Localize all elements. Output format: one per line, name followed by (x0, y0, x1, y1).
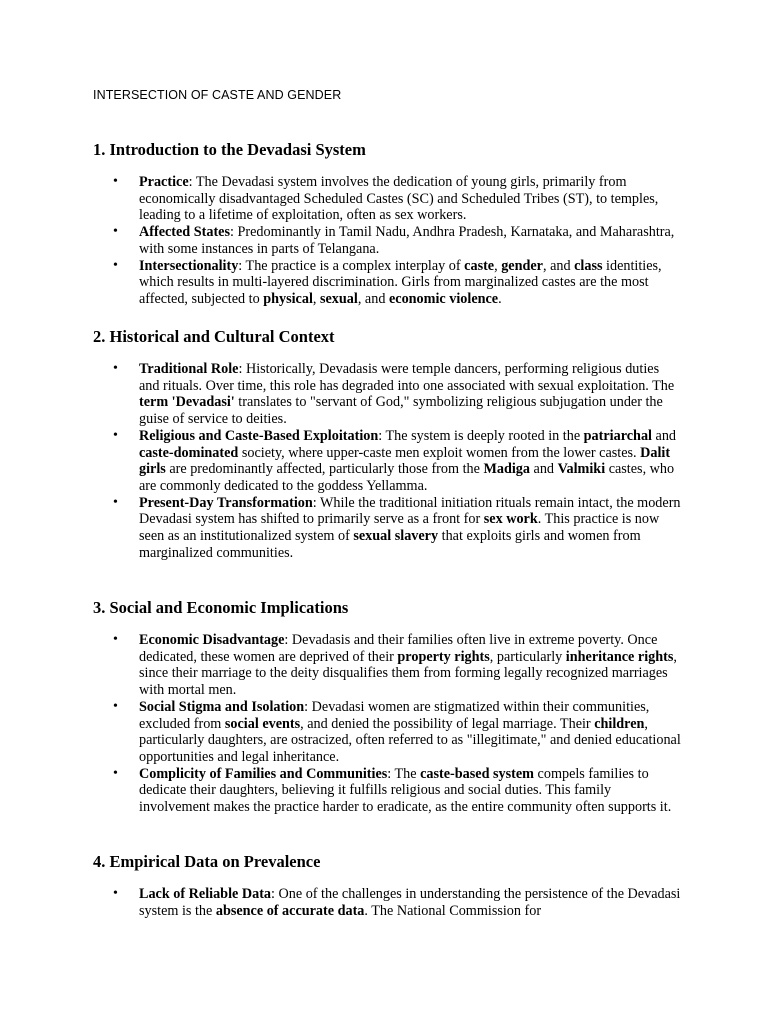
text-run: : While the traditional initiation rituals remain intact, the modern Devadasi system has shifted to primarily serve as a front for (139, 494, 681, 528)
text-run: , (494, 257, 502, 274)
list-item (93, 886, 683, 919)
section-introduction (93, 140, 683, 308)
bold-text: children (594, 715, 645, 732)
text-run: that exploits girls and women from marginalized communities. (139, 528, 641, 561)
bold-text: Dalit girls (139, 444, 671, 478)
text-run: . The National Commission for (364, 902, 542, 919)
bold-text: patriarchal (583, 427, 652, 444)
list-item (93, 428, 683, 495)
bullet-list (93, 361, 683, 561)
text-run: translates to "servant of God," symbolizing religious subjugation under the guise of service to deities. (139, 394, 663, 428)
list-item (93, 495, 683, 562)
text-run: : Historically, Devadasis were temple dancers, performing religious duties and rituals. Over time, this role has degraded into one associated with sexual exploitation. The (139, 361, 675, 394)
bold-text: absence of accurate data (215, 902, 365, 919)
bold-text: Intersectionality (139, 257, 239, 274)
section-historical-context (93, 327, 683, 561)
bullet-list (93, 174, 683, 308)
text-run: : Devadasis and their families often live in extreme poverty. Once dedicated, these women are deprived of their (139, 632, 658, 665)
bold-text: caste (464, 257, 495, 274)
section-empirical-data (93, 852, 683, 919)
bold-text: caste-dominated (139, 444, 239, 461)
bold-text: social events (224, 715, 301, 732)
text-run: , and denied the possibility of legal marriage. Their (300, 715, 595, 732)
text-run: identities, which results in multi-layered discrimination. Girls from marginalized castes are the most affected, subjected to (139, 257, 662, 307)
text-run: compels families to dedicate their daughters, believing it fulfills religious and social duties. This family involvement makes the practice harder to eradicate, as the entire community often supports it. (139, 765, 672, 816)
text-run: : Predominantly in Tamil Nadu, Andhra Pradesh, Karnataka, and Maharashtra, with some instances in parts of Telangana. (139, 224, 675, 257)
bold-text: sexual (319, 290, 358, 307)
bold-text: Madiga (483, 461, 530, 478)
text-run: , particularly daughters, are ostracized, often referred to as "illegitimate," and denied educational opportunities and legal inheritance. (139, 715, 681, 765)
text-run: : The practice is a complex interplay of (238, 257, 465, 274)
text-run: : The Devadasi system involves the dedication of young girls, primarily from economically disadvantaged Scheduled Castes (SC) and Scheduled Tribes (ST), to temples, leading to a lifetime of exploitation, often as sex workers. (139, 174, 659, 224)
list-item (93, 361, 683, 428)
bold-text: inheritance rights (565, 648, 674, 665)
bold-text: Social Stigma and Isolation (139, 698, 305, 715)
text-run: and (529, 461, 558, 478)
bold-text: Present-Day Transformation (139, 494, 313, 511)
list-item (93, 766, 683, 816)
text-run: society, where upper-caste men exploit women from the lower castes. (238, 444, 641, 461)
bold-text: Lack of Reliable Data (139, 886, 272, 902)
bold-text: Religious and Caste-Based Exploitation (139, 427, 379, 444)
text-run: : The system is deeply rooted in the (378, 427, 584, 444)
text-run: are predominantly affected, particularly those from the (165, 461, 484, 478)
bold-text: Valmiki (557, 461, 606, 478)
bold-text: property rights (397, 648, 490, 665)
bold-text: caste-based system (420, 765, 534, 782)
bold-text: sexual slavery (353, 528, 439, 545)
bold-text: term 'Devadasi' (139, 394, 235, 411)
bold-text: gender (501, 257, 543, 274)
list-item (93, 224, 683, 257)
bold-text: Economic Disadvantage (139, 632, 285, 648)
text-run: : Devadasi women are stigmatized within their communities, excluded from (139, 698, 650, 732)
document-title: INTERSECTION OF CASTE AND GENDER (93, 88, 342, 102)
text-run: , since their marriage to the deity disqualifies them from forming legally recognized marriages with mortal men. (139, 648, 677, 699)
bold-text: Complicity of Families and Communities (139, 765, 388, 782)
text-run: . This practice is now seen as an institutionalized system of (139, 511, 660, 545)
text-run: and (651, 427, 677, 444)
text-run: , and (357, 290, 389, 307)
bold-text: Traditional Role (139, 361, 239, 377)
text-run: . (498, 290, 502, 307)
text-run: , and (542, 257, 575, 274)
section-heading: 2. Historical and Cultural Context (93, 327, 335, 346)
section-heading: 4. Empirical Data on Prevalence (93, 852, 321, 871)
section-heading: 3. Social and Economic Implications (93, 598, 349, 617)
bold-text: Practice (139, 174, 189, 190)
list-item (93, 699, 683, 766)
list-item (93, 258, 683, 308)
bold-text: physical (263, 290, 313, 307)
list-item (93, 174, 683, 224)
text-run: , (312, 290, 320, 307)
bullet-list (93, 632, 683, 816)
bold-text: class (574, 257, 603, 274)
bullet-list (93, 886, 683, 919)
section-social-economic (93, 598, 683, 816)
text-run: : The (387, 765, 421, 782)
bold-text: Affected States (139, 224, 230, 241)
bold-text: economic violence (388, 290, 499, 307)
text-run: castes, who are commonly dedicated to the goddess Yellamma. (139, 461, 675, 494)
section-heading: 1. Introduction to the Devadasi System (93, 140, 366, 159)
list-item (93, 632, 683, 699)
bold-text: sex work (483, 511, 538, 528)
text-run: , particularly (489, 648, 566, 665)
text-run: : One of the challenges in understanding the persistence of the Devadasi system is the (139, 886, 681, 919)
